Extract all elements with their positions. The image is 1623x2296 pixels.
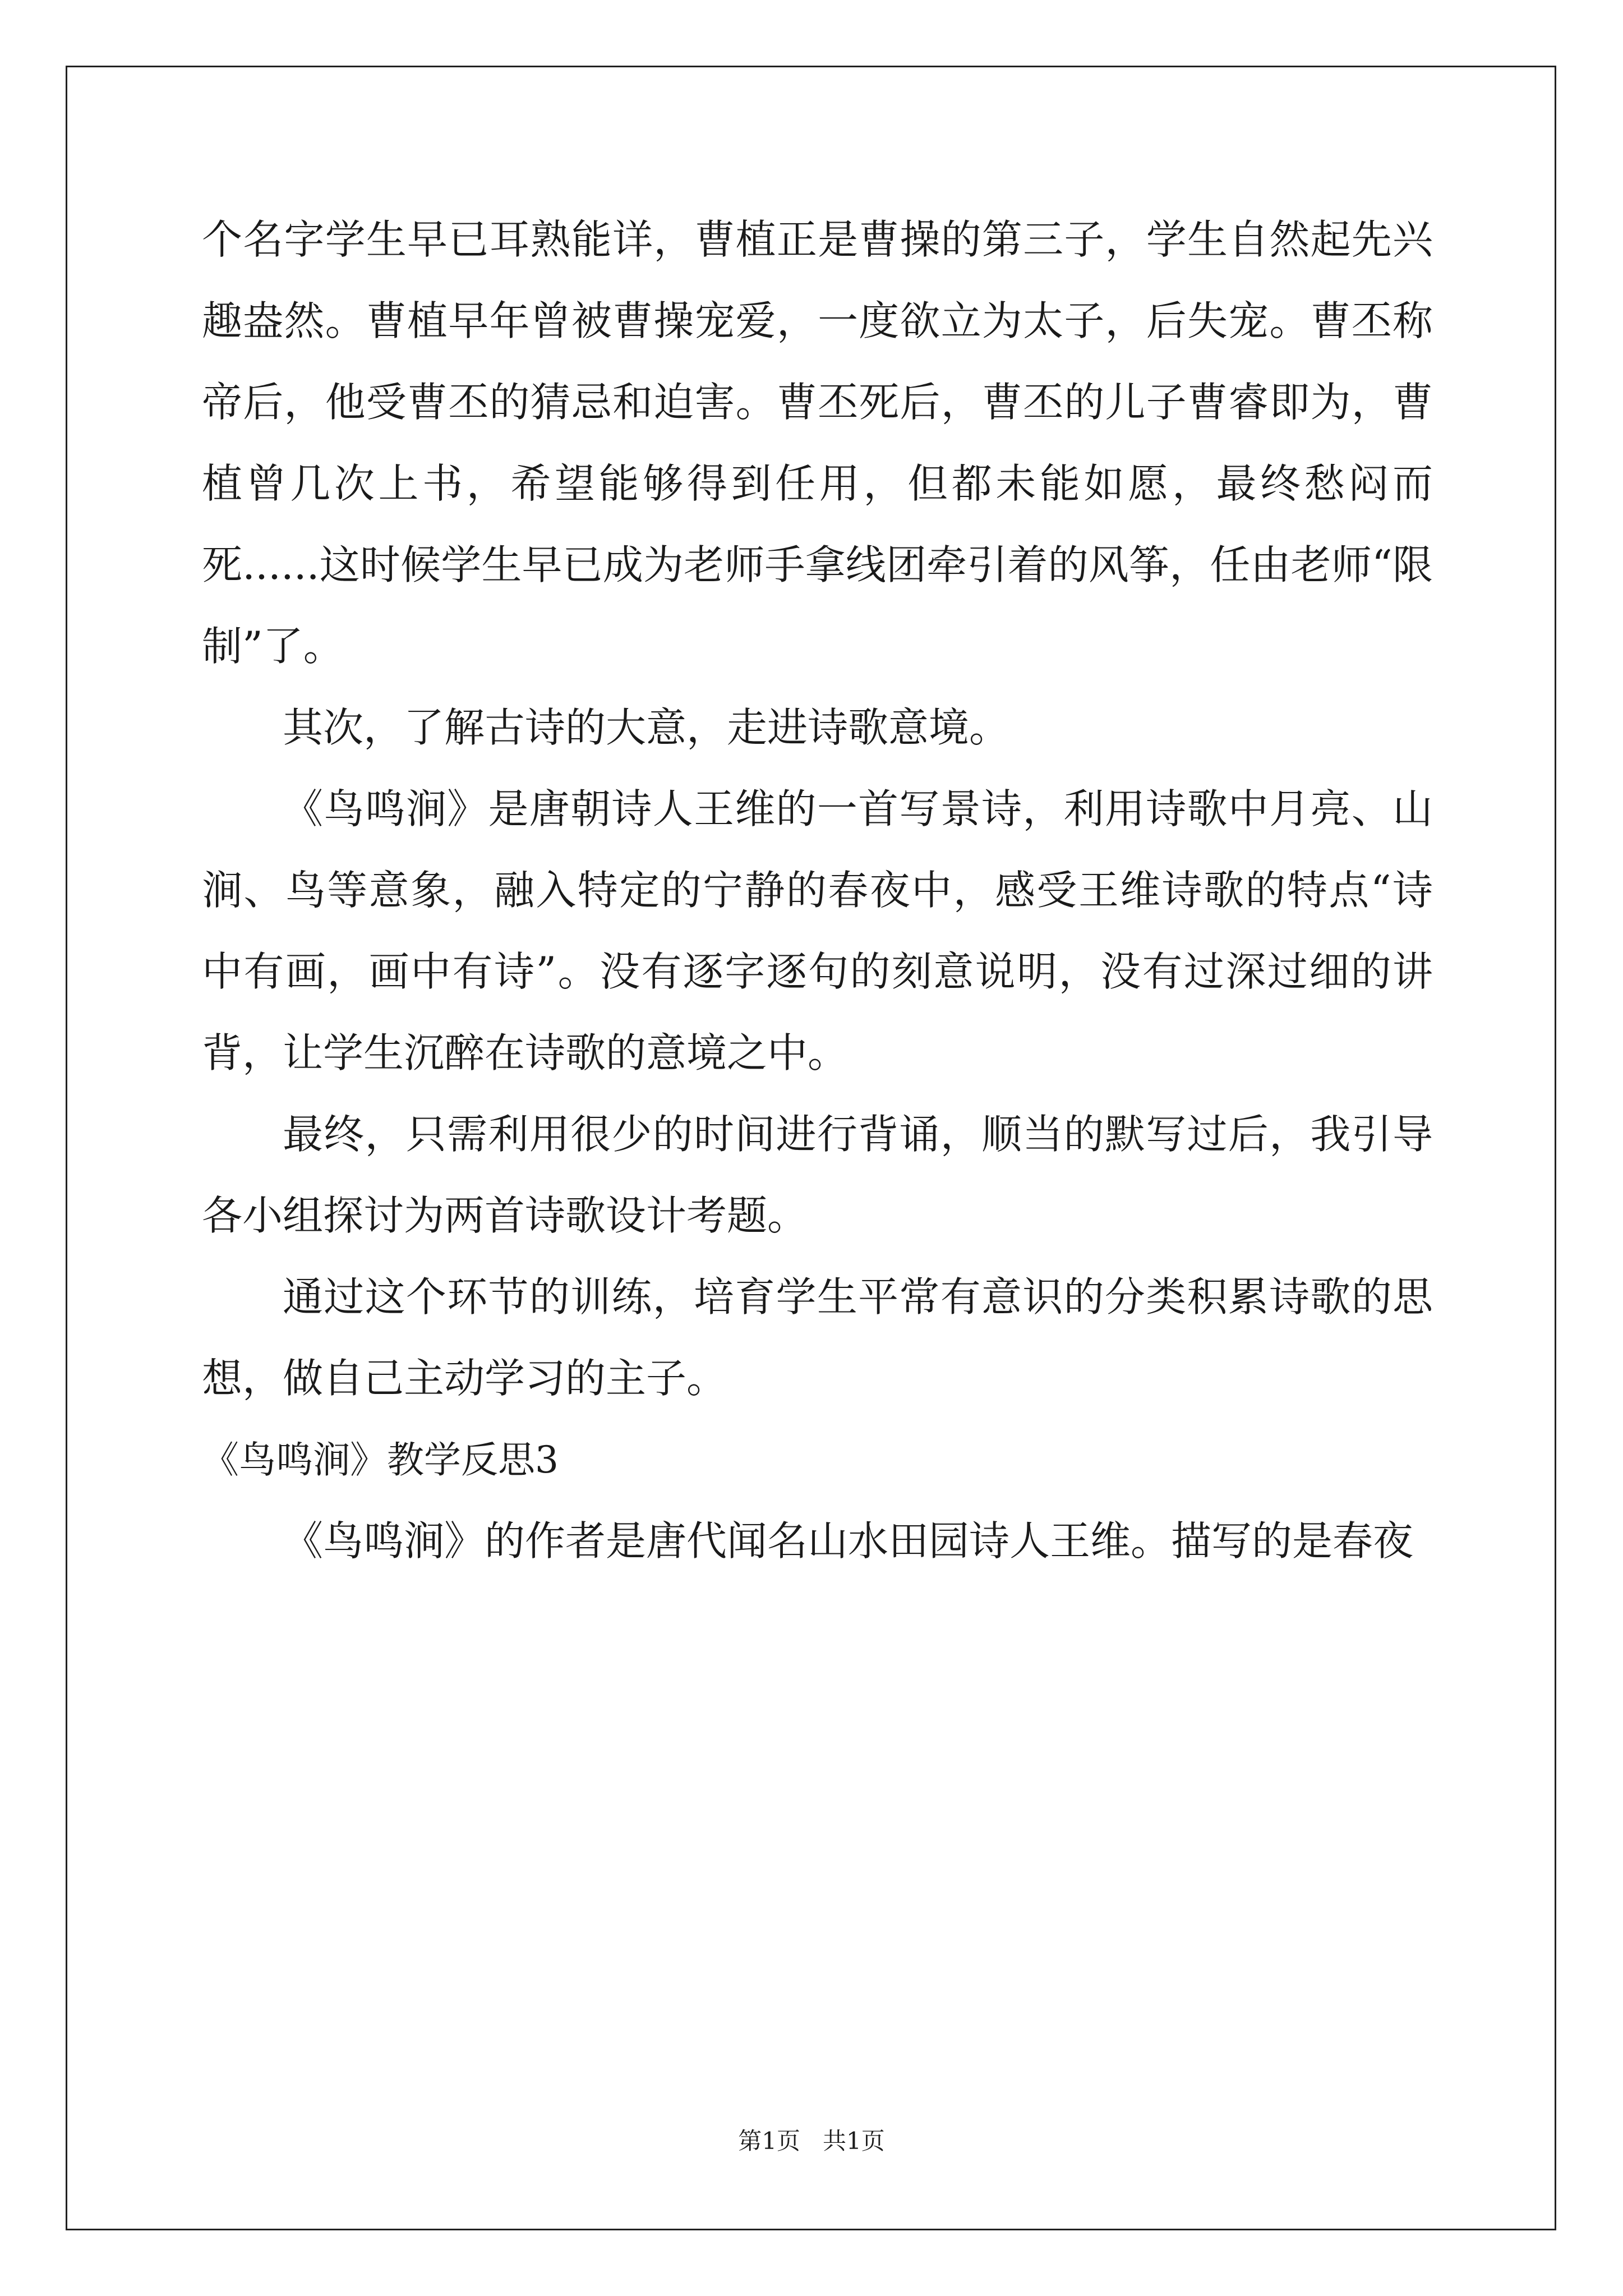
page-number: 第1页 — [738, 2127, 800, 2155]
page-footer — [0, 2124, 1623, 2158]
paragraph-training: 通过这个环节的训练，培育学生平常有意识的分类积累诗歌的思想，做自己主动学习的主子。 — [202, 1273, 1433, 1402]
paragraph-author: 《鸟鸣涧》的作者是唐代闻名山水田园诗人王维。描写的是春夜 — [283, 1517, 1414, 1565]
paragraph-continuation: 个名字学生早已耳熟能详，曹植正是曹操的第三子，学生自然起先兴趣盎然。曹植早年曾被曹操宠爱，一度欲立为太子，后失宠。曹丕称帝后，他受曹丕的猜忌和迫害。曹丕死后，曹丕的儿子曹睿即为，曹植曾几次上书，希望能够得到任用，但都未能如愿，最终愁闷而死......这时候学生早已成为老师手拿线团牵引着的风筝，任由老师“限制”了。 — [202, 216, 1433, 670]
paragraph-understand-poem: 其次，了解古诗的大意，走进诗歌意境。 — [283, 704, 1010, 751]
section-heading: 《鸟鸣涧》教学反思3 — [202, 1438, 559, 1481]
document-body — [202, 199, 1433, 1582]
paragraph-niaomingjian-intro: 《鸟鸣涧》是唐朝诗人王维的一首写景诗，利用诗歌中月亮、山涧、鸟等意象，融入特定的宁静的春夜中，感受王维诗歌的特点“诗中有画，画中有诗”。没有逐字逐句的刻意说明，没有过深过细的讲背，让学生沉醉在诗歌的意境之中。 — [202, 785, 1433, 1076]
page-total: 共1页 — [823, 2127, 885, 2155]
paragraph-recitation: 最终，只需利用很少的时间进行背诵，顺当的默写过后，我引导各小组探讨为两首诗歌设计考题。 — [202, 1111, 1433, 1239]
